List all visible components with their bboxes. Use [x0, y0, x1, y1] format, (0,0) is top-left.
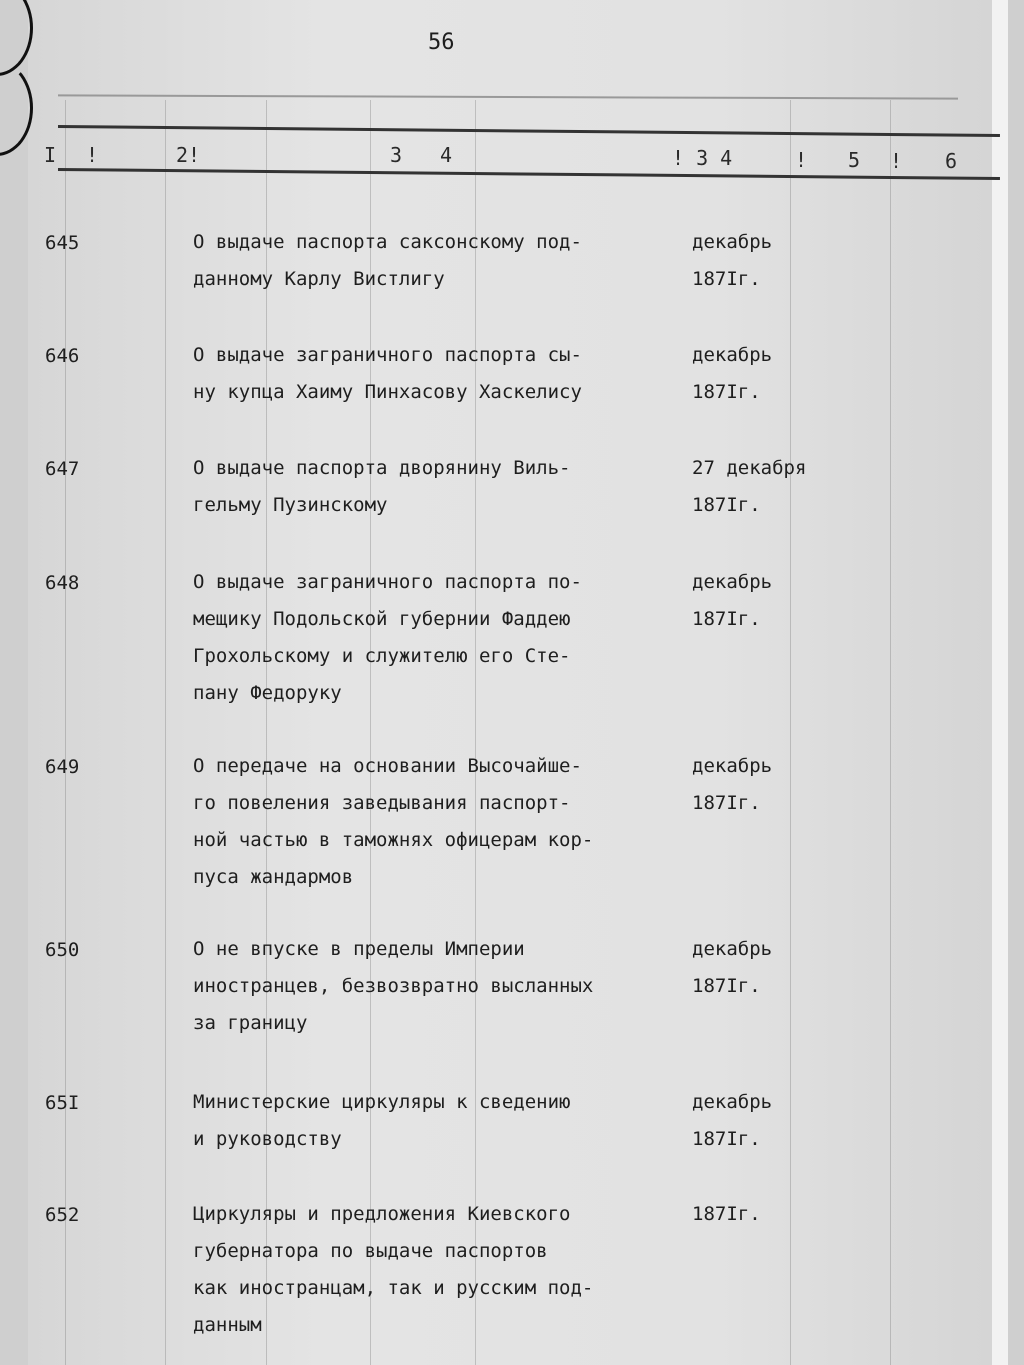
table-top-rule — [58, 94, 958, 99]
entry-description-line: мещику Подольской губернии Фаддею — [193, 608, 571, 630]
entry-description-line: Министерские циркуляры к сведению — [193, 1091, 571, 1113]
header-col: 4 — [440, 143, 453, 167]
entry-number: 645 — [45, 232, 80, 254]
entry-date: 27 декабря — [692, 457, 807, 479]
header-col: 3 — [390, 143, 403, 167]
entry-description-line: иностранцев, безвозвратно высланных — [193, 975, 594, 997]
entry-date: декабрь — [692, 344, 773, 366]
entry-date: декабрь — [692, 938, 773, 960]
entry-date: 187Iг. — [692, 1203, 761, 1225]
entry-description-line: и руководству — [193, 1128, 342, 1150]
entry-number: 649 — [45, 756, 80, 778]
entry-description-line: Циркуляры и предложения Киевского — [193, 1203, 571, 1225]
header-col: I — [44, 143, 57, 167]
entry-description-line: О передаче на основании Высочайше- — [193, 755, 582, 777]
page-number: 56 — [428, 30, 455, 55]
header-col: ! — [890, 149, 903, 173]
column-divider — [475, 100, 476, 1365]
entry-description-line: данному Карлу Вистлигу — [193, 268, 445, 290]
column-divider — [65, 100, 66, 1365]
entry-number: 646 — [45, 345, 80, 367]
entry-description-line: как иностранцам, так и русским под- — [193, 1277, 594, 1299]
entry-date: 187Iг. — [692, 1128, 761, 1150]
entry-number: 65I — [45, 1092, 80, 1114]
document-page — [28, 0, 1008, 1365]
entry-description-line: пуса жандармов — [193, 866, 354, 888]
entry-date: декабрь — [692, 1091, 773, 1113]
entry-description-line: ну купца Хаиму Пинхасову Хаскелису — [193, 381, 582, 403]
entry-number: 650 — [45, 939, 80, 961]
entry-description-line: О выдаче паспорта саксонскому под- — [193, 231, 582, 253]
entry-description-line: О выдаче заграничного паспорта по- — [193, 571, 582, 593]
entry-description-line: О выдаче паспорта дворянину Виль- — [193, 457, 571, 479]
entry-date: декабрь — [692, 571, 773, 593]
entry-number: 648 — [45, 572, 80, 594]
entry-date: 187Iг. — [692, 792, 761, 814]
header-col: ! — [86, 143, 99, 167]
header-col: 5 — [848, 148, 861, 172]
entry-description-line: пану Федоруку — [193, 682, 342, 704]
entry-date: декабрь — [692, 231, 773, 253]
header-col: ! — [795, 148, 808, 172]
header-col: 2! — [176, 143, 201, 167]
header-col: ! 3 4 — [672, 146, 733, 170]
entry-description-line: за границу — [193, 1012, 308, 1034]
header-rule-top — [58, 125, 1000, 137]
entry-description-line: Грохольскому и служителю его Сте- — [193, 645, 571, 667]
entry-date: 187Iг. — [692, 608, 761, 630]
entry-description-line: данным — [193, 1314, 262, 1336]
column-divider — [790, 100, 791, 1365]
header-col: 6 — [945, 149, 958, 173]
entry-number: 647 — [45, 458, 80, 480]
entry-date: 187Iг. — [692, 381, 761, 403]
entry-description-line: ной частью в таможнях офицерам кор- — [193, 829, 594, 851]
entry-description-line: губернатора по выдаче паспортов — [193, 1240, 548, 1262]
entry-date: декабрь — [692, 755, 773, 777]
entry-description-line: О не впуске в пределы Империи — [193, 938, 525, 960]
entry-date: 187Iг. — [692, 975, 761, 997]
column-divider — [165, 100, 166, 1365]
entry-description-line: го повеления заведывания паспорт- — [193, 792, 571, 814]
entry-date: 187Iг. — [692, 268, 761, 290]
entry-number: 652 — [45, 1204, 80, 1226]
entry-date: 187Iг. — [692, 494, 761, 516]
entry-description-line: О выдаче заграничного паспорта сы- — [193, 344, 582, 366]
column-divider — [890, 100, 891, 1365]
page-edge — [992, 0, 1008, 1365]
entry-description-line: гельму Пузинскому — [193, 494, 388, 516]
